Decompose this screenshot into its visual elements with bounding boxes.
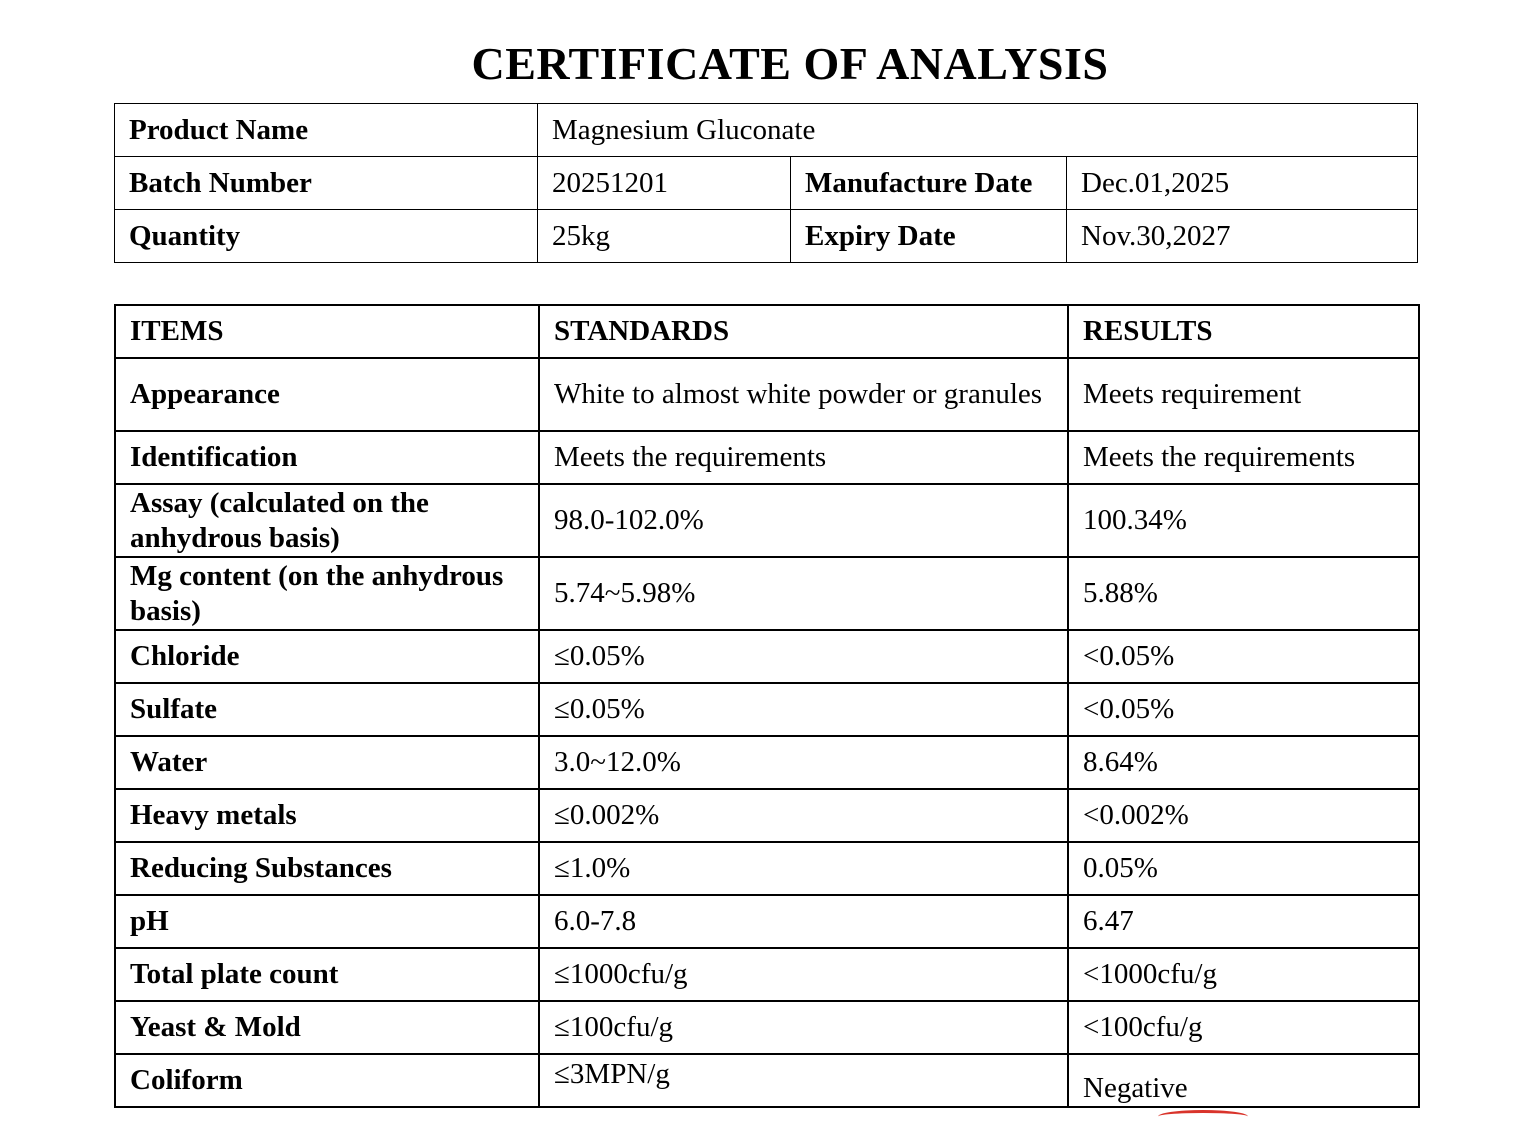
batch-number-row xyxy=(115,157,1418,210)
expiry-date-label: Expiry Date xyxy=(791,210,1067,263)
item-cell: Coliform xyxy=(115,1054,539,1107)
items-header: ITEMS xyxy=(115,305,539,358)
standard-cell: ≤3MPN/g xyxy=(539,1054,1068,1107)
product-name-value: Magnesium Gluconate xyxy=(538,104,1418,157)
result-cell: 100.34% xyxy=(1068,484,1419,557)
table-row xyxy=(115,736,1419,789)
item-cell: Sulfate xyxy=(115,683,539,736)
table-row xyxy=(115,358,1419,431)
analysis-header-row xyxy=(115,305,1419,358)
table-row xyxy=(115,557,1419,630)
quantity-value: 25kg xyxy=(538,210,791,263)
standard-cell: ≤1.0% xyxy=(539,842,1068,895)
table-row xyxy=(115,789,1419,842)
standard-cell: ≤100cfu/g xyxy=(539,1001,1068,1054)
item-cell: Assay (calculated on the anhydrous basis) xyxy=(115,484,539,557)
standard-cell: ≤0.05% xyxy=(539,683,1068,736)
table-row xyxy=(115,842,1419,895)
product-name-label: Product Name xyxy=(115,104,538,157)
result-cell: 8.64% xyxy=(1068,736,1419,789)
item-cell: Reducing Substances xyxy=(115,842,539,895)
table-row xyxy=(115,895,1419,948)
quantity-label: Quantity xyxy=(115,210,538,263)
batch-number-value: 20251201 xyxy=(538,157,791,210)
item-cell: Identification xyxy=(115,431,539,484)
result-cell: <0.05% xyxy=(1068,683,1419,736)
result-cell: Meets the requirements xyxy=(1068,431,1419,484)
standard-cell: ≤0.05% xyxy=(539,630,1068,683)
standard-cell: ≤0.002% xyxy=(539,789,1068,842)
standard-cell: 5.74~5.98% xyxy=(539,557,1068,630)
stamp-edge xyxy=(1158,1110,1248,1123)
standard-cell: White to almost white powder or granules xyxy=(539,358,1068,431)
result-cell: 5.88% xyxy=(1068,557,1419,630)
item-cell: Water xyxy=(115,736,539,789)
item-cell: Heavy metals xyxy=(115,789,539,842)
result-cell: 0.05% xyxy=(1068,842,1419,895)
table-row xyxy=(115,948,1419,1001)
document-title: CERTIFICATE OF ANALYSIS xyxy=(471,38,1109,89)
standard-cell: 3.0~12.0% xyxy=(539,736,1068,789)
table-row xyxy=(115,630,1419,683)
product-name-row xyxy=(115,104,1418,157)
table-row xyxy=(115,484,1419,557)
standard-cell: Meets the requirements xyxy=(539,431,1068,484)
expiry-date-value: Nov.30,2027 xyxy=(1067,210,1418,263)
result-cell: <1000cfu/g xyxy=(1068,948,1419,1001)
item-cell: pH xyxy=(115,895,539,948)
result-cell: Negative xyxy=(1068,1054,1419,1107)
item-cell: Yeast & Mold xyxy=(115,1001,539,1054)
table-row xyxy=(115,431,1419,484)
table-row xyxy=(115,1001,1419,1054)
item-cell: Total plate count xyxy=(115,948,539,1001)
item-cell: Mg content (on the anhydrous basis) xyxy=(115,557,539,630)
standard-cell: 6.0-7.8 xyxy=(539,895,1068,948)
analysis-table xyxy=(114,304,1420,1108)
product-info-table xyxy=(114,103,1418,263)
item-cell: Chloride xyxy=(115,630,539,683)
standards-header: STANDARDS xyxy=(539,305,1068,358)
quantity-row xyxy=(115,210,1418,263)
item-cell: Appearance xyxy=(115,358,539,431)
result-cell: <0.05% xyxy=(1068,630,1419,683)
standard-cell: 98.0-102.0% xyxy=(539,484,1068,557)
table-row xyxy=(115,1054,1419,1107)
results-header: RESULTS xyxy=(1068,305,1419,358)
result-cell: 6.47 xyxy=(1068,895,1419,948)
manufacture-date-label: Manufacture Date xyxy=(791,157,1067,210)
result-cell: <100cfu/g xyxy=(1068,1001,1419,1054)
table-row xyxy=(115,683,1419,736)
result-cell: <0.002% xyxy=(1068,789,1419,842)
result-cell: Meets requirement xyxy=(1068,358,1419,431)
standard-cell: ≤1000cfu/g xyxy=(539,948,1068,1001)
manufacture-date-value: Dec.01,2025 xyxy=(1067,157,1418,210)
batch-number-label: Batch Number xyxy=(115,157,538,210)
